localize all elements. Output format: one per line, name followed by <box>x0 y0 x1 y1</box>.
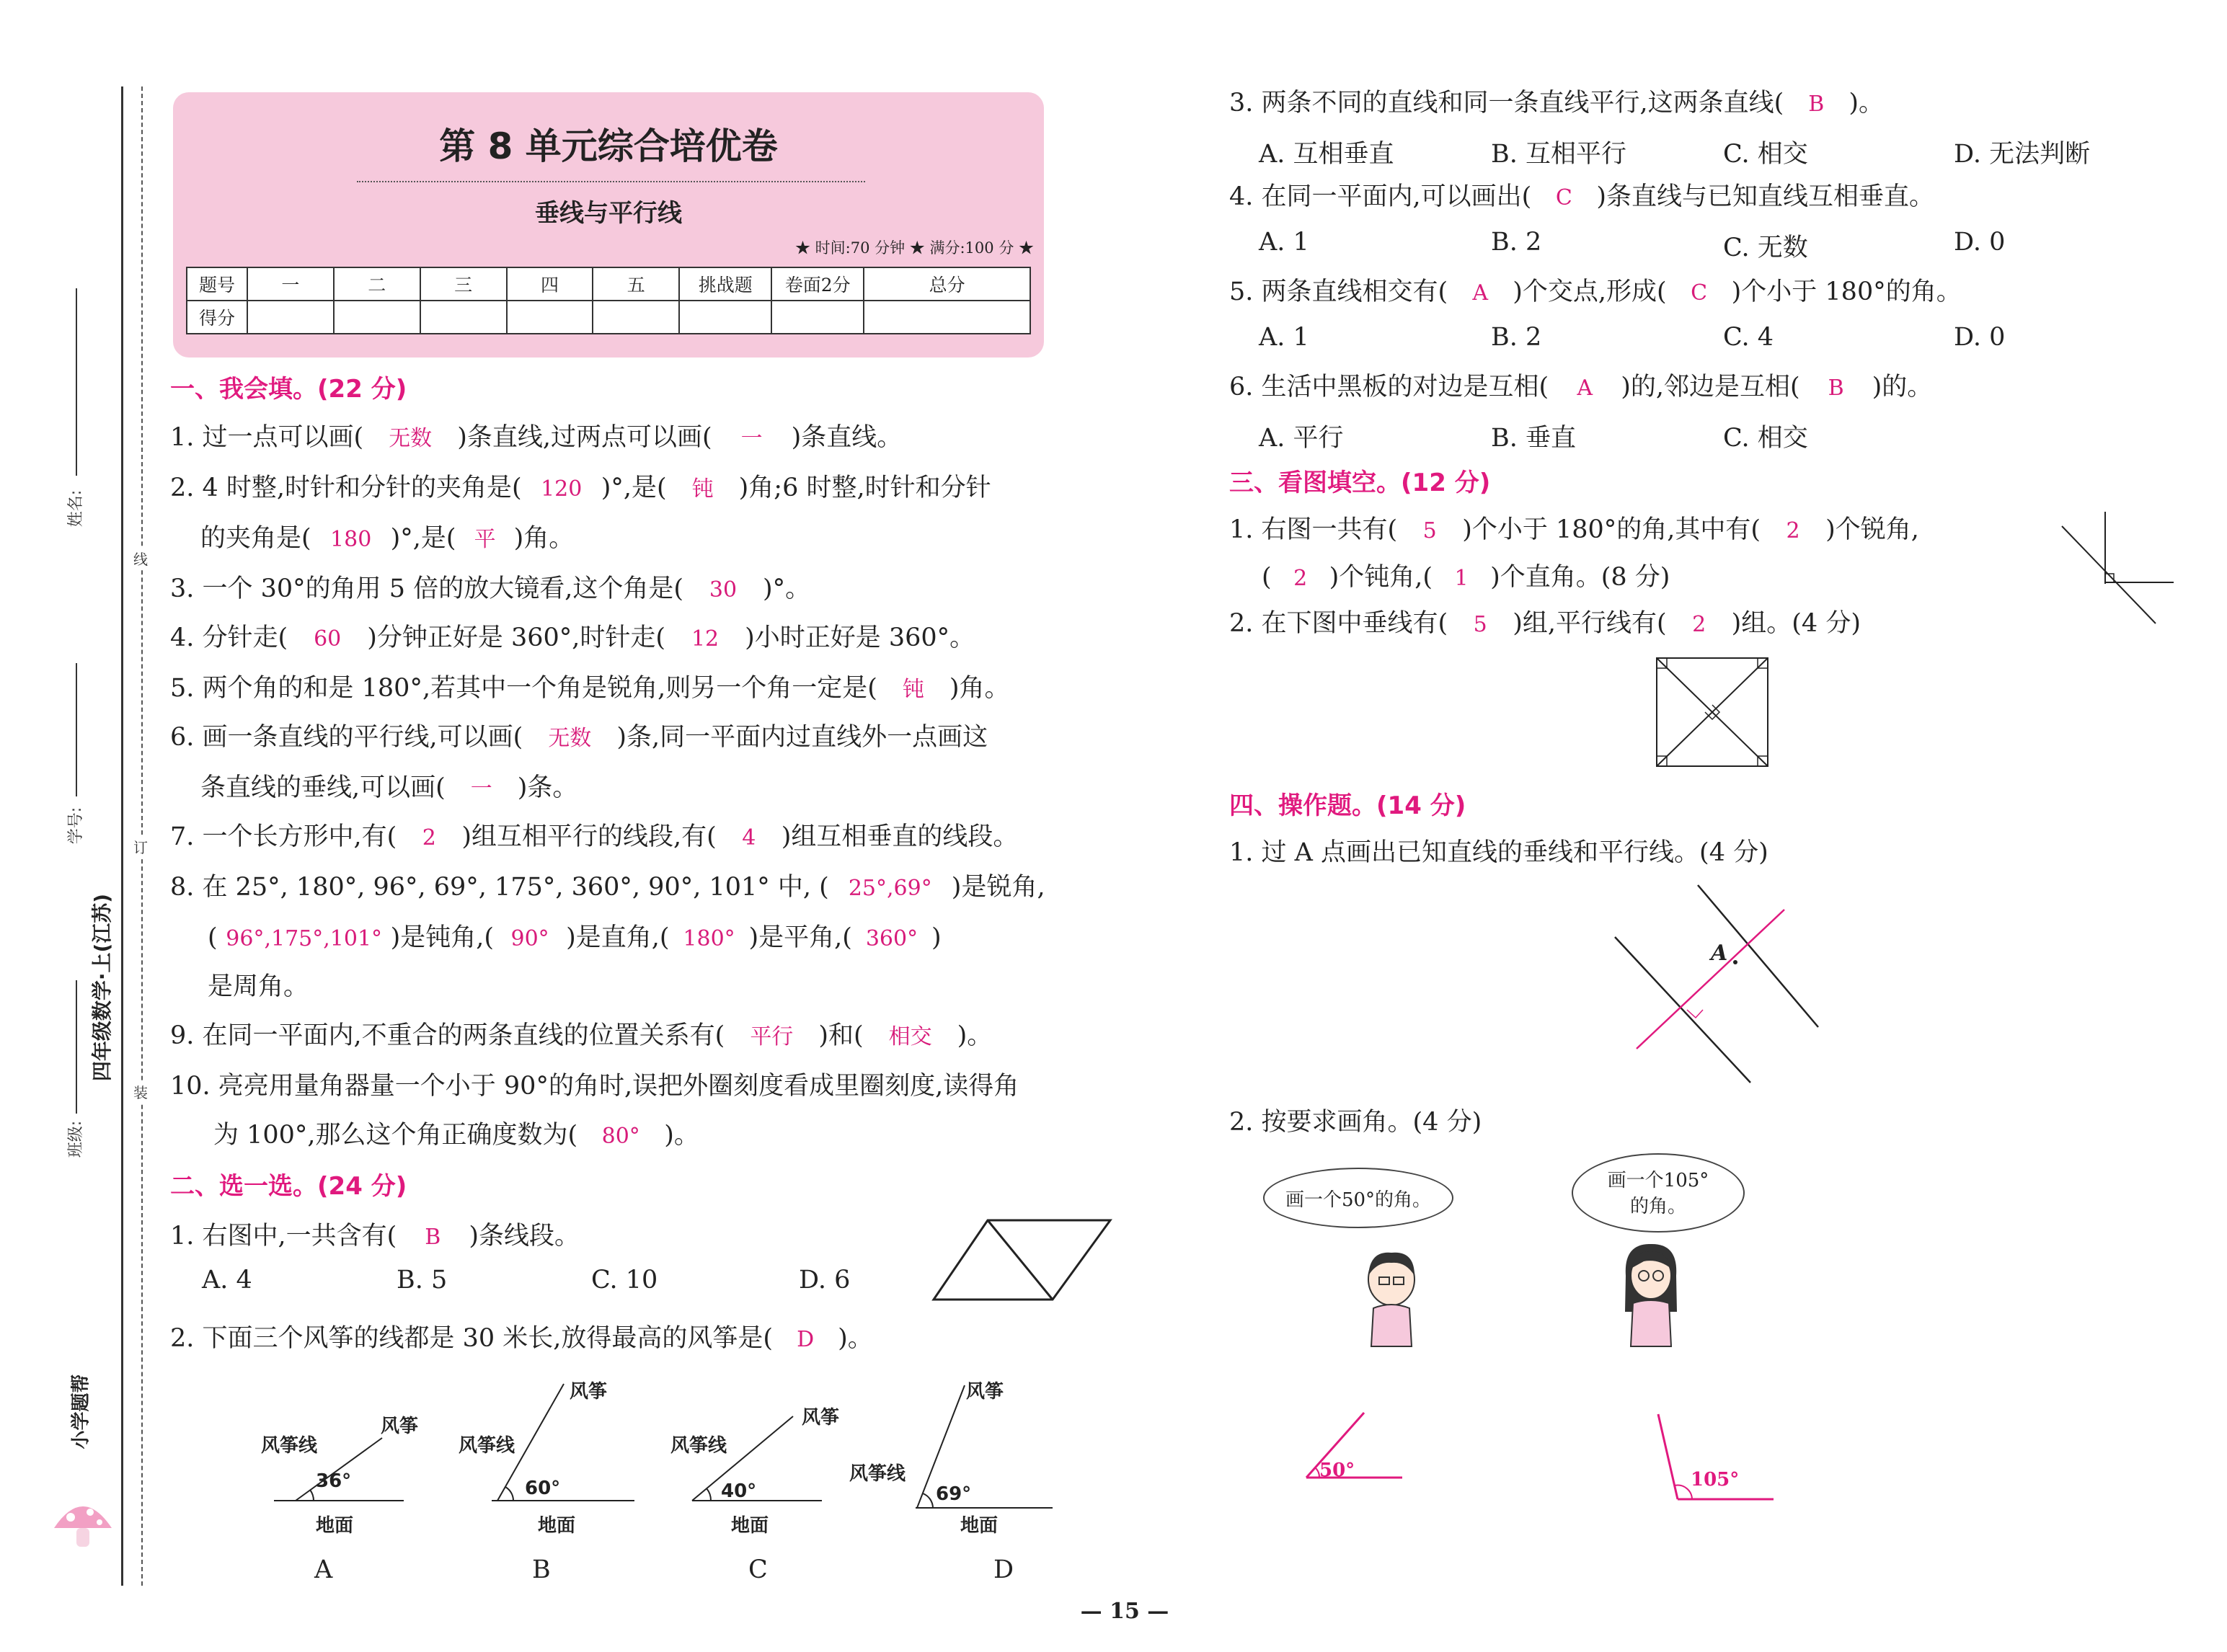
s1-question-8-cont: ( 96°,175°,101° )是钝角,( 90° )是直角,( 180° )是平角,( 360° ) <box>208 912 942 964</box>
section-3-title: 三、看图填空。(12 分) <box>1229 468 1491 497</box>
answer: 1 <box>1454 566 1469 591</box>
score-table <box>186 267 1031 334</box>
kite-a-angle: 36° <box>316 1470 352 1492</box>
s2-q5-option-a: A. 1 <box>1259 323 1309 352</box>
s2-q6-option-b: B. 垂直 <box>1491 424 1576 453</box>
score-cell[interactable] <box>247 301 334 334</box>
kite-a-letter: A <box>314 1555 333 1584</box>
s1-question-10: 10. 亮亮用量角器量一个小于 90°的角时,误把外圈刻度看成里圈刻度,读得角 <box>170 1072 1019 1101</box>
girl-icon <box>1615 1240 1687 1348</box>
kite-c-line-label: 风筝线 <box>670 1435 727 1457</box>
number-blank <box>76 663 77 796</box>
answer: 5 <box>1422 518 1437 543</box>
s2-q5-option-c: C. 4 <box>1723 323 1774 352</box>
s3-question-1: 1. 右图一共有( 5 )个小于 180°的角,其中有( 2 )个锐角, <box>1229 505 1919 556</box>
s4-question-2: 2. 按要求画角。(4 分) <box>1229 1108 1482 1137</box>
answer: 120 <box>541 476 583 502</box>
angle-105-label: 105° <box>1691 1469 1740 1491</box>
score-col-1: 一 <box>247 267 334 301</box>
s2-question-3: 3. 两条不同的直线和同一条直线平行,这两条直线( B )。 <box>1229 78 1884 130</box>
answer: A <box>1577 376 1593 401</box>
s1-question-4: 4. 分针走( 60 )分钟正好是 360°,时针走( 12 )小时正好是 360°。 <box>170 613 975 665</box>
s2-q5-option-d: D. 0 <box>1954 323 2006 352</box>
s2-q1-option-b: B. 5 <box>397 1266 448 1294</box>
page-title: 第 8 单元综合培优卷 <box>439 125 778 167</box>
answer: B <box>425 1225 441 1250</box>
s3-question-2: 2. 在下图中垂线有( 5 )组,平行线有( 2 )组。(4 分) <box>1229 598 1861 650</box>
answer: 30 <box>709 577 738 603</box>
answer: 平行 <box>750 1024 794 1049</box>
answer: 12 <box>691 626 720 652</box>
s2-q6-option-a: A. 平行 <box>1259 424 1344 453</box>
kite-b-ground: 地面 <box>538 1515 576 1537</box>
seal-mark-line: 线 <box>133 548 148 569</box>
answer: B <box>1828 376 1844 401</box>
angle-50-label: 50° <box>1319 1460 1355 1481</box>
answer: 96°,175°,101° <box>226 926 383 951</box>
answer: 无数 <box>389 426 433 451</box>
seal-mark-bind: 装 <box>133 1081 148 1102</box>
kite-c-letter: C <box>748 1555 768 1584</box>
s2-q1-option-d: D. 6 <box>799 1266 851 1294</box>
s1-question-2-cont: 的夹角是( 180 )°,是( 平 )角。 <box>200 513 574 565</box>
kite-a-kite-label: 风筝 <box>381 1416 419 1437</box>
answer: 无数 <box>548 726 592 751</box>
s2-q4-option-a: A. 1 <box>1259 228 1309 257</box>
section-4-title: 四、操作题。(14 分) <box>1229 791 1466 820</box>
s2-q4-option-d: D. 0 <box>1954 228 2006 257</box>
score-col-label: 题号 <box>187 267 247 301</box>
angle-50-figure <box>1298 1405 1413 1485</box>
kite-d-ground: 地面 <box>960 1515 999 1537</box>
mushroom-icon <box>50 1492 115 1550</box>
s1-question-10-cont: 为 100°,那么这个角正确度数为( 80° )。 <box>213 1110 699 1162</box>
book-title: 四年级数学·上(江苏) <box>90 893 114 1082</box>
header-box <box>173 92 1044 358</box>
kite-d-letter: D <box>993 1555 1014 1584</box>
score-cell[interactable] <box>334 301 420 334</box>
answer: 2 <box>1786 518 1800 543</box>
s2-q4-option-c: C. 无数 <box>1723 234 1808 262</box>
answer: 360° <box>865 926 918 951</box>
answer: 相交 <box>888 1024 932 1049</box>
s2-q6-option-c: C. 相交 <box>1723 424 1808 453</box>
speech-bubble-boy: 画一个50°的角。 <box>1263 1168 1453 1228</box>
s1-question-2: 2. 4 时整,时针和分针的夹角是( 120 )°,是( 钝 )角;6 时整,时针和分针 <box>170 463 991 515</box>
answer: 2 <box>1293 566 1308 591</box>
score-col-total: 总分 <box>864 267 1030 301</box>
kite-d-angle: 69° <box>936 1483 972 1505</box>
angle-105-figure <box>1637 1405 1781 1506</box>
score-col-challenge: 挑战题 <box>679 267 771 301</box>
boy-icon <box>1355 1247 1427 1348</box>
s2-question-1: 1. 右图中,一共含有( B )条线段。 <box>170 1211 580 1263</box>
s2-q4-option-b: B. 2 <box>1491 228 1542 257</box>
answer: 钝 <box>902 677 924 702</box>
answer: 25°,69° <box>848 876 932 901</box>
kite-d-line-label: 风筝线 <box>849 1463 906 1485</box>
perpendicular-parallel-figure <box>1608 879 1824 1088</box>
answer: 一 <box>470 776 492 801</box>
kite-figure-a <box>260 1398 447 1564</box>
exam-meta: ★ 时间:70 分钟 ★ 满分:100 分 ★ <box>794 239 1034 257</box>
s1-question-6: 6. 画一条直线的平行线,可以画( 无数 )条,同一平面内过直线外一点画这 <box>170 712 988 764</box>
score-cell[interactable] <box>593 301 679 334</box>
answer: 60 <box>314 626 342 652</box>
answer: 5 <box>1473 612 1487 637</box>
s1-question-8: 8. 在 25°, 180°, 96°, 69°, 175°, 360°, 90°, 101° 中, ( 25°,69° )是锐角, <box>170 862 1045 914</box>
score-cell[interactable] <box>679 301 771 334</box>
brand-logo <box>43 1348 123 1550</box>
score-col-4: 四 <box>507 267 593 301</box>
score-cell[interactable] <box>864 301 1030 334</box>
class-blank <box>76 980 77 1114</box>
s2-question-5: 5. 两条直线相交有( A )个交点,形成( C )个小于 180°的角。 <box>1229 267 1962 319</box>
parallelogram-figure <box>930 1214 1117 1308</box>
s2-q3-option-b: B. 互相平行 <box>1491 140 1626 169</box>
s4-question-1: 1. 过 A 点画出已知直线的垂线和平行线。(4 分) <box>1229 838 1768 867</box>
answer: 2 <box>422 825 436 851</box>
s2-question-2: 2. 下面三个风筝的线都是 30 米长,放得最高的风筝是( D )。 <box>170 1313 873 1365</box>
score-col-2: 二 <box>334 267 420 301</box>
class-label: 班级: <box>67 1120 86 1158</box>
answer: C <box>1555 185 1572 210</box>
student-number-label: 学号: <box>67 807 86 845</box>
s1-question-3: 3. 一个 30°的角用 5 倍的放大镜看,这个角是( 30 )°。 <box>170 564 810 616</box>
kite-c-angle: 40° <box>721 1480 757 1502</box>
brand-name: 小学题帮 <box>70 1374 92 1449</box>
answer: 钝 <box>691 476 714 502</box>
s2-question-6: 6. 生活中黑板的对边是互相( A )的,邻边是互相( B )的。 <box>1229 362 1932 414</box>
answer: D <box>797 1327 815 1352</box>
s1-question-8-end: 是周角。 <box>208 972 309 1001</box>
speech-bubble-girl: 画一个105° 的角。 <box>1572 1153 1745 1233</box>
answer: 180 <box>330 527 372 552</box>
section-2-title: 二、选一选。(24 分) <box>170 1172 407 1201</box>
s1-question-1: 1. 过一点可以画( 无数 )条直线,过两点可以画( 一 )条直线。 <box>170 412 902 464</box>
point-a-label: A <box>1711 941 1728 966</box>
kite-d-kite-label: 风筝 <box>966 1381 1004 1403</box>
s1-question-5: 5. 两个角的和是 180°,若其中一个角是锐角,则另一个角一定是( 钝 )角。 <box>170 663 1010 715</box>
answer: 90° <box>510 926 549 951</box>
score-col-neatness: 卷面2分 <box>771 267 864 301</box>
s2-q3-option-c: C. 相交 <box>1723 140 1808 169</box>
answer: 一 <box>740 426 763 451</box>
s2-q5-option-b: B. 2 <box>1491 323 1542 352</box>
kite-b-angle: 60° <box>525 1478 561 1499</box>
kite-b-kite-label: 风筝 <box>570 1381 608 1403</box>
s2-q3-option-a: A. 互相垂直 <box>1259 140 1394 169</box>
kite-b-letter: B <box>532 1555 551 1584</box>
score-cell[interactable] <box>771 301 864 334</box>
square-diagonals-figure <box>1651 652 1774 771</box>
seal-mark-order: 订 <box>133 836 148 857</box>
score-cell[interactable] <box>507 301 593 334</box>
subtitle: 垂线与平行线 <box>535 199 682 228</box>
name-label: 姓名: <box>67 489 86 528</box>
name-blank <box>76 288 77 476</box>
angles-figure <box>2047 505 2177 627</box>
answer: A <box>1472 280 1489 306</box>
answer: C <box>1691 280 1708 306</box>
kite-a-ground: 地面 <box>316 1515 354 1537</box>
s1-question-6-cont: 条直线的垂线,可以画( 一 )条。 <box>200 763 577 814</box>
s1-question-7: 7. 一个长方形中,有( 2 )组互相平行的线段,有( 4 )组互相垂直的线段。 <box>170 812 1018 863</box>
page-number: — 15 — <box>1080 1599 1169 1624</box>
score-col-5: 五 <box>593 267 679 301</box>
kite-b-line-label: 风筝线 <box>459 1435 515 1457</box>
s2-q1-option-c: C. 10 <box>591 1266 658 1294</box>
answer: 4 <box>742 825 756 851</box>
answer: 平 <box>474 527 496 552</box>
score-col-3: 三 <box>420 267 507 301</box>
kite-a-line-label: 风筝线 <box>261 1435 318 1457</box>
kite-c-kite-label: 风筝 <box>802 1407 840 1429</box>
title-divider <box>357 181 865 182</box>
section-1-title: 一、我会填。(22 分) <box>170 375 407 404</box>
score-cell[interactable] <box>420 301 507 334</box>
answer: B <box>1808 92 1825 117</box>
s3-question-1-cont: ( 2 )个钝角,( 1 )个直角。(8 分) <box>1262 552 1670 604</box>
s1-question-9: 9. 在同一平面内,不重合的两条直线的位置关系有( 平行 )和( 相交 )。 <box>170 1011 992 1062</box>
s2-q3-option-d: D. 无法判断 <box>1954 140 2091 169</box>
s2-question-4: 4. 在同一平面内,可以画出( C )条直线与已知直线互相垂直。 <box>1229 172 1934 223</box>
answer: 80° <box>601 1124 640 1149</box>
s2-q1-option-a: A. 4 <box>202 1266 252 1294</box>
answer: 180° <box>683 926 735 951</box>
answer: 2 <box>1692 612 1706 637</box>
kite-c-ground: 地面 <box>731 1515 769 1537</box>
score-row-label: 得分 <box>187 301 247 334</box>
